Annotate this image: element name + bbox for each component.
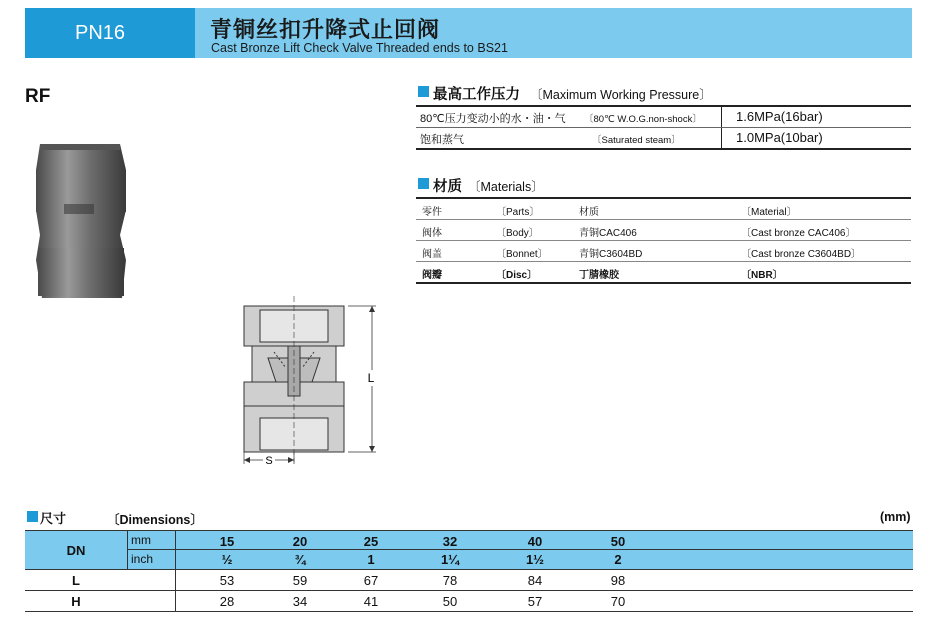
dimension-value: 84 xyxy=(527,573,543,588)
table-row xyxy=(25,570,913,591)
section-marker xyxy=(418,178,429,189)
dimension-value: 98 xyxy=(610,573,626,588)
table-row xyxy=(416,107,911,128)
valve-drawing xyxy=(230,296,390,468)
table-row xyxy=(25,591,913,612)
dimensions-heading-en: 〔Dimensions〕 xyxy=(107,513,203,527)
material-cn: 青铜CAC406 xyxy=(579,228,637,239)
label-s: S xyxy=(265,455,273,467)
dn-header xyxy=(25,531,913,570)
dimension-value: 53 xyxy=(219,573,235,588)
row-label: H xyxy=(71,594,81,609)
section-marker xyxy=(418,86,429,97)
mm-value: 15 xyxy=(219,534,235,549)
dimension-value: 28 xyxy=(219,594,235,609)
mm-value: 40 xyxy=(527,534,543,549)
mm-value: 50 xyxy=(610,534,626,549)
mm-value: 20 xyxy=(292,534,308,549)
part-cn: 阀体 xyxy=(422,228,442,239)
table-row xyxy=(416,241,911,262)
materials-heading-en: 〔Materials〕 xyxy=(468,180,544,194)
title-english: Cast Bronze Lift Check Valve Threaded ends to BS21 xyxy=(211,41,508,55)
part-en: 〔Disc〕 xyxy=(496,270,538,281)
section-marker xyxy=(27,511,38,522)
material-en: 〔Cast bronze C3604BD〕 xyxy=(741,249,862,260)
dimension-value: 50 xyxy=(442,594,458,609)
pressure-condition-en: 〔Saturated steam〕 xyxy=(592,135,681,146)
mm-label: mm xyxy=(131,533,151,547)
pressure-table xyxy=(416,105,911,150)
title-chinese: 青铜丝扣升降式止回阀 xyxy=(210,17,441,42)
part-en: 〔Body〕 xyxy=(496,228,539,239)
mm-value: 25 xyxy=(363,534,379,549)
inch-value: 1 xyxy=(367,552,375,567)
col-part-cn: 零件 xyxy=(422,207,442,218)
unit-label: (mm) xyxy=(880,510,911,524)
pressure-heading-cn: 最高工作压力 xyxy=(433,87,520,103)
pressure-value: 1.6MPa(16bar) xyxy=(736,109,823,124)
pressure-condition: 80℃压力变动小的水・油・气 xyxy=(420,113,566,125)
table-row xyxy=(416,128,911,148)
dimension-value: 67 xyxy=(363,573,379,588)
inch-value: 2 xyxy=(614,552,622,567)
inch-value: ¾ xyxy=(294,552,306,567)
dimension-value: 57 xyxy=(527,594,543,609)
inch-value: 1¼ xyxy=(440,552,460,567)
dimensions-heading-cn: 尺寸 xyxy=(40,511,67,526)
dimension-value: 70 xyxy=(610,594,626,609)
row-label: L xyxy=(72,573,80,588)
label-l: L xyxy=(367,371,375,385)
pressure-heading-en: 〔Maximum Working Pressure〕 xyxy=(530,88,712,102)
model-label: RF xyxy=(25,86,51,107)
inch-value: 1½ xyxy=(525,552,545,567)
material-en: 〔Cast bronze CAC406〕 xyxy=(741,228,856,239)
dimension-value: 34 xyxy=(292,594,308,609)
material-cn: 丁腈橡胶 xyxy=(579,270,619,281)
table-row xyxy=(416,262,911,282)
inch-value: ½ xyxy=(221,552,233,567)
dimensions-table xyxy=(25,530,913,612)
part-cn: 阀盖 xyxy=(422,249,442,260)
materials-table xyxy=(416,197,911,284)
materials-heading-cn: 材质 xyxy=(433,179,462,195)
dn-label: DN xyxy=(66,543,86,558)
dimension-value: 59 xyxy=(292,573,308,588)
part-cn: 阀瓣 xyxy=(422,270,442,281)
pressure-condition-en: 〔80℃ W.O.G.non-shock〕 xyxy=(584,114,702,125)
col-material-cn: 材质 xyxy=(579,207,599,218)
pressure-class: PN16 xyxy=(74,22,126,44)
material-en: 〔NBR〕 xyxy=(741,270,783,281)
valve-photo xyxy=(30,140,130,302)
col-part-en: 〔Parts〕 xyxy=(496,207,540,218)
material-cn: 青铜C3604BD xyxy=(579,249,643,260)
table-row xyxy=(416,220,911,241)
dimension-value: 41 xyxy=(363,594,379,609)
pressure-value: 1.0MPa(10bar) xyxy=(736,130,823,145)
part-en: 〔Bonnet〕 xyxy=(496,249,548,260)
pressure-condition: 饱和蒸气 xyxy=(420,134,464,146)
mm-value: 32 xyxy=(442,534,458,549)
dimension-value: 78 xyxy=(442,573,458,588)
inch-label: inch xyxy=(131,552,154,566)
col-material-en: 〔Material〕 xyxy=(741,207,797,218)
table-header-row xyxy=(416,199,911,220)
